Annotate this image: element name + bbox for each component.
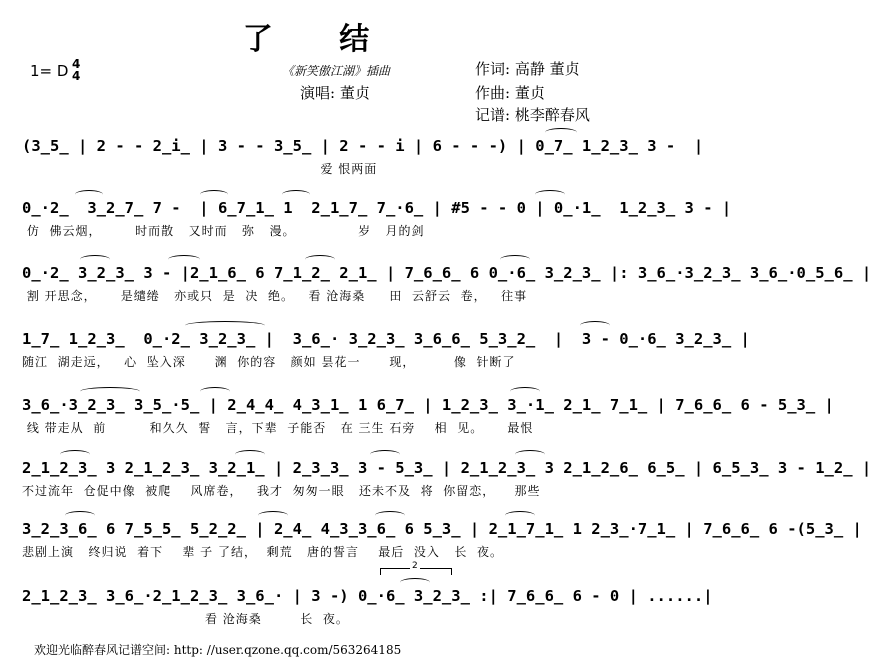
lyric-line: 爱 恨两面: [22, 162, 378, 176]
tie-mark: [305, 255, 335, 264]
notation-line: 3̲2̲3̲6̲ 6 7̲5̲5̲ 5̲2̲2̲ | 2̲4̲ 4̲3̲3̲6̲ 6 5̲3̲ | 2̲1̲7̲1̲ 1 2̲3̲·7̲1̲ | 7̲6̲6̲ 6 -(5̲3̲ |: [22, 520, 862, 538]
lyric-line: 随江 湖走远， 心 坠入深 渊 你的容 颜如 昙花一 现， 像 针断了: [22, 355, 516, 369]
tie-mark: [370, 450, 400, 459]
tie-mark: [258, 511, 288, 520]
lyric-line: 看 沧海桑 长 夜。: [22, 612, 349, 626]
tie-mark: [500, 255, 530, 264]
notation-line: 0̲·2̲ 3̲2̲3̲ 3 - |2̲1̲6̲ 6 7̲1̲2̲ 2̲1̲ | 7̲6̲6̲ 6 0̲·6̲ 3̲2̲3̲ |: 3̲6̲·3̲2̲3̲ 3̲6̲·0̲5̲6̲ |: [22, 264, 871, 282]
tie-mark: [80, 255, 110, 264]
lyric-line: 线 带走从 前 和久久 誓 言，下辈 子能否 在 三生 石旁 相 见。 最恨: [22, 421, 534, 435]
tie-mark: [185, 321, 265, 330]
meter-top: 4: [72, 57, 81, 71]
tie-mark: [75, 190, 103, 199]
tie-mark: [168, 255, 200, 264]
transcriber-credit: 记谱: 桃李醉春风: [475, 106, 590, 124]
notation-line: 2̲1̲2̲3̲ 3̲6̲·2̲1̲2̲3̲ 3̲6̲· | 3 -) 0̲·6̲ 3̲2̲3̲ :| 7̲6̲6̲ 6 - 0 | ......|: [22, 587, 713, 605]
tie-mark: [60, 450, 90, 459]
tie-mark: [545, 128, 577, 137]
song-title: 了 结: [242, 22, 398, 57]
tie-mark: [65, 511, 95, 520]
tie-mark: [505, 511, 535, 520]
composer-credit: 作曲: 董贞: [475, 84, 545, 102]
tie-mark: [535, 190, 565, 199]
tie-mark: [200, 387, 230, 396]
notation-line: (3̲5̲ | 2 - - 2̲i̲ | 3 - - 3̲5̲ | 2 - - i | 6 - - -) | 0̲7̲ 1̲2̲3̲ 3 - |: [22, 137, 704, 155]
tie-mark: [80, 387, 140, 396]
lyric-line: 不过流年 仓促中像 被爬 风席卷， 我才 匆匆一眼 还未不及 将 你留恋， 那些: [22, 484, 541, 498]
tie-mark: [282, 190, 310, 199]
tie-mark: [200, 190, 228, 199]
tie-mark: [400, 578, 430, 587]
meter-bottom: 4: [72, 69, 81, 83]
notation-line: 3̲6̲·3̲2̲3̲ 3̲5̲·5̲ | 2̲4̲4̲ 4̲3̲1̲ 1 6̲7̲ | 1̲2̲3̲ 3̲·1̲ 2̲1̲ 7̲1̲ | 7̲6̲6̲ 6 - 5̲3̲ |: [22, 396, 834, 414]
tie-mark: [510, 387, 540, 396]
notation-line: 1̲7̲ 1̲2̲3̲ 0̲·2̲ 3̲2̲3̲ | 3̲6̲· 3̲2̲3̲ 3̲6̲6̲ 5̲3̲2̲ | 3 - 0̲·6̲ 3̲2̲3̲ |: [22, 330, 750, 348]
notation-line: 2̲1̲2̲3̲ 3 2̲1̲2̲3̲ 3̲2̲1̲ | 2̲3̲3̲ 3 - 5̲3̲ | 2̲1̲2̲3̲ 3 2̲1̲2̲6̲ 6̲5̲ | 6̲5̲3̲ 3 - 1̲2̲ |: [22, 459, 871, 477]
lyricist-credit: 作词: 高静 董贞: [475, 60, 580, 78]
lyric-line: 悲剧上演 终归说 着下 辈 子 了结， 剩荒 唐的誓言 最后 没入 长 夜。: [22, 545, 503, 559]
tie-mark: [515, 450, 545, 459]
tie-mark: [580, 321, 610, 330]
tie-mark: [375, 511, 405, 520]
time-signature: [72, 58, 80, 82]
tie-mark: [235, 450, 265, 459]
lyric-line: 仿 佛云烟， 时而散 又时而 弥 漫。 岁 月的剑: [22, 224, 425, 238]
notation-line: 0̲·2̲ 3̲2̲7̲ 7 - | 6̲7̲1̲ 1 2̲1̲7̲ 7̲·6̲ | #5 - - 0 | 0̲·1̲ 1̲2̲3̲ 3 - |: [22, 199, 732, 217]
footer-note: 欢迎光临醉春风记谱空间: http: //user.qzone.qq.com/563264185: [34, 643, 402, 657]
singer-credit: 演唱: 董贞: [300, 84, 370, 102]
key-signature: 1= D: [30, 62, 69, 80]
volta-number: 2: [412, 561, 418, 571]
subtitle: 《新笑傲江湖》插曲: [282, 64, 391, 78]
lyric-line: 割 开思念， 是缱绻 亦或只 是 决 绝。 看 沧海桑 田 云舒云 卷， 往事: [22, 289, 528, 303]
